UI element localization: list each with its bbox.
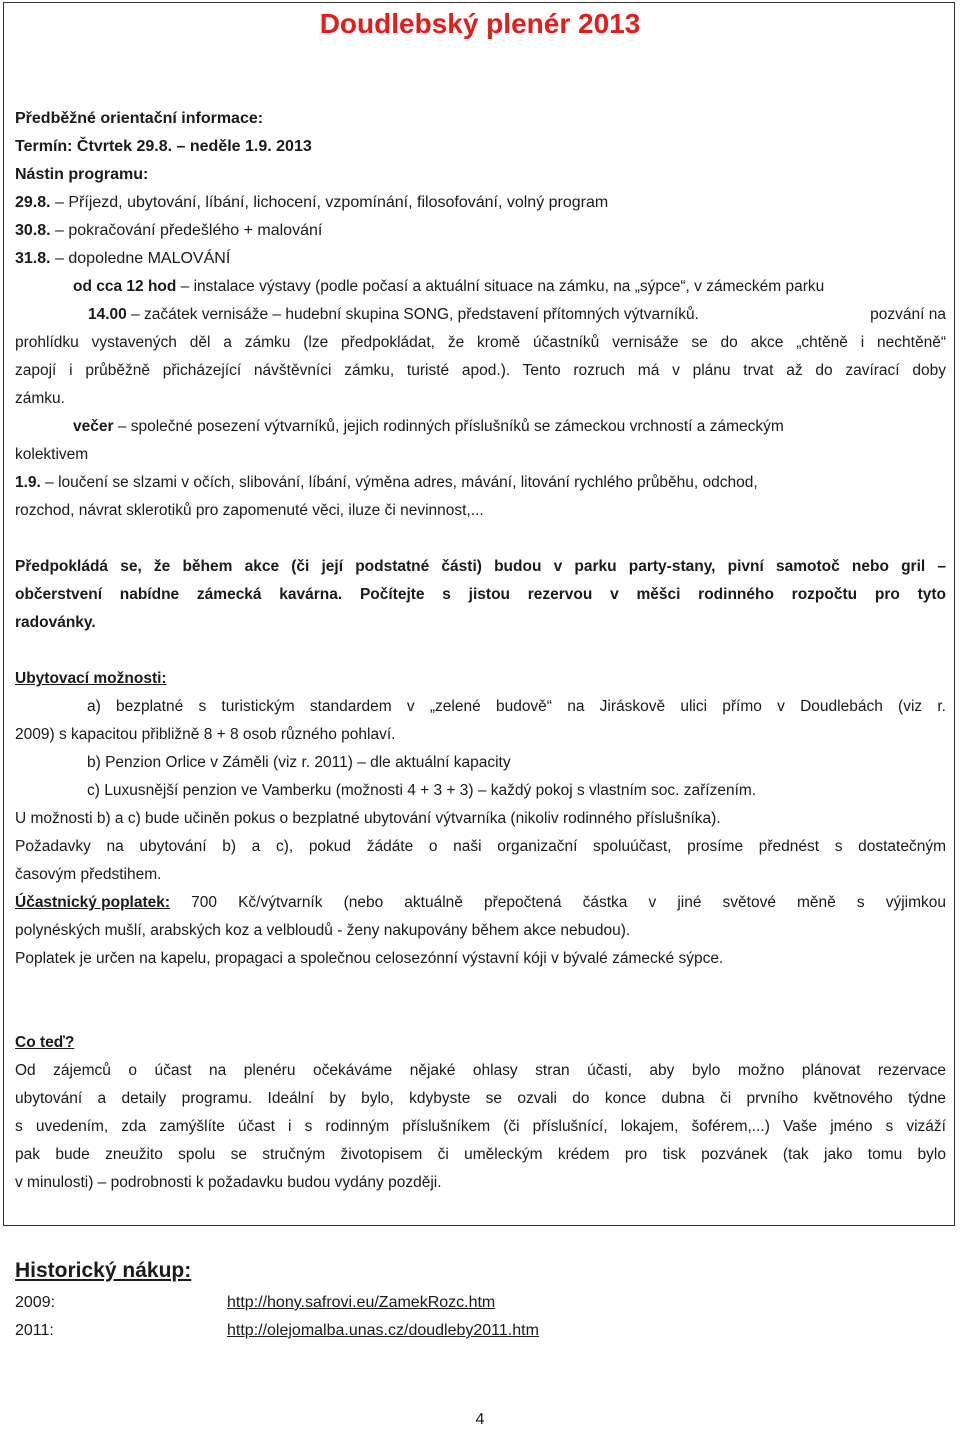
- accommodation-a-line-2: 2009) s kapacitou přibližně 8 + 8 osob různého pohlaví.: [15, 726, 396, 743]
- notice-line-3: radovánky.: [15, 614, 96, 631]
- whatnext-line-2: ubytování a detaily programu. Ideální by bylo, kdybyste se ozvali do konce dubna či prvního květnového týdne: [15, 1090, 946, 1107]
- vernissage-time: 14.00: [88, 306, 127, 323]
- whatnext-line-5: v minulosti) – podrobnosti k požadavku budou vydány později.: [15, 1174, 442, 1191]
- program-day-29: [15, 192, 608, 214]
- accommodation-b: b) Penzion Orlice v Záměli (viz r. 2011) – dle aktuální kapacity: [87, 754, 511, 771]
- evening-label: večer: [73, 418, 114, 435]
- accommodation-a-line-1: a) bezplatné s turistickým standardem v „zelené budově“ na Jiráskově ulici přímo v Doudlebách (viz r.: [87, 698, 946, 715]
- notice-line-1: Předpokládá se, že během akce (či její podstatné části) budou v parku party-stany, pivní samotoč nebo gril –: [15, 558, 946, 575]
- accommodation-note-2-line-1: Požadavky na ubytování b) a c), pokud žádáte o naši organizační spoluúčast, prosíme přednést s dostatečným: [15, 838, 946, 855]
- info-heading: Předběžné orientační informace:: [15, 110, 264, 127]
- vernissage-text: – začátek vernisáže – hudební skupina SONG, představení přítomných výtvarníků.: [126, 306, 699, 323]
- history-link-2009[interactable]: http://hony.safrovi.eu/ZamekRozc.htm: [227, 1294, 496, 1311]
- whatnext-heading: Co teď?: [15, 1034, 75, 1051]
- evening-text: – společné posezení výtvarníků, jejich rodinných příslušníků se zámeckou vrchností a zámeckým: [113, 418, 784, 435]
- history-year-2009: 2009:: [15, 1294, 56, 1311]
- day-29-text: – Příjezd, ubytování, líbání, lichocení, vzpomínání, filosofování, volný program: [50, 194, 609, 211]
- whatnext-line-1: Od zájemců o účast na plenéru očekáváme nějaké ohlasy stran účasti, aby bylo možno plánovat rezervace: [15, 1062, 946, 1079]
- history-heading: Historický nákup:: [15, 1259, 192, 1282]
- notice-line-2: občerstvení nabídne zámecká kavárna. Počítejte s jistou rezervou v měšci rodinného rozpočtu pro tyto: [15, 586, 946, 603]
- vernissage-line: [88, 304, 946, 326]
- program-day-31-install: [73, 276, 824, 298]
- day-30-text: – pokračování předešlého + malování: [50, 222, 323, 239]
- day-31-text: – dopoledne MALOVÁNÍ: [50, 250, 231, 267]
- install-time: od cca 12 hod: [73, 278, 177, 295]
- program-day-30: [15, 220, 322, 242]
- accommodation-heading: Ubytovací možnosti:: [15, 670, 167, 687]
- program-day-1: [15, 472, 758, 494]
- program-day-31: [15, 248, 230, 270]
- history-year-2011: 2011:: [15, 1322, 54, 1339]
- vernissage-tail: pozvání na: [870, 306, 946, 323]
- invite-line-4: zámku.: [15, 390, 65, 407]
- day-30-date: 30.8.: [15, 222, 51, 239]
- evening-line: [73, 416, 946, 438]
- day-1-date: 1.9.: [15, 474, 41, 491]
- term-line: Termín: Čtvrtek 29.8. – neděle 1.9. 2013: [15, 138, 312, 155]
- whatnext-line-3: s uvedením, zda zamýšlíte účast i s rodinným příslušníkem (či příslušnící, lokajem, šoférem,...) Vaše jméno s vizáží: [15, 1118, 946, 1135]
- evening-line-2: kolektivem: [15, 446, 89, 463]
- install-text: – instalace výstavy (podle počasí a aktuální situace na zámku, na „sýpce“, v zámeckém parku: [176, 278, 825, 295]
- accommodation-c: c) Luxusnější penzion ve Vamberku (možnosti 4 + 3 + 3) – každý pokoj s vlastním soc. zařízením.: [87, 782, 757, 799]
- day-31-date: 31.8.: [15, 250, 51, 267]
- day-1-text: – loučení se slzami v očích, slibování, líbání, výměna adres, mávání, litování rychlého průběhu, odchod,: [40, 474, 758, 491]
- program-heading: Nástin programu:: [15, 166, 149, 183]
- page-number: 4: [475, 1411, 485, 1428]
- history-link-2011[interactable]: http://olejomalba.unas.cz/doudleby2011.htm: [227, 1322, 539, 1339]
- fee-line-2: polynéských mušlí, arabských koz a velbloudů - ženy nakupovány během akce nebudou).: [15, 922, 631, 939]
- whatnext-line-4: pak bude zneužito spolu se stručným životopisem či uměleckým krédem pro tisk pozvánek (tak jako tomu bylo: [15, 1146, 946, 1163]
- fee-line-1: [15, 892, 946, 914]
- day-29-date: 29.8.: [15, 194, 51, 211]
- page-title: Doudlebský plenér 2013: [319, 8, 641, 39]
- program-day-1-line-2: rozchod, návrat sklerotiků pro zapomenuté věci, iluze či nevinnost,...: [15, 502, 484, 519]
- invite-line-2: prohlídku vystavených děl a zámku (lze předpokládat, že kromě účastníků vernisáže se do akce „chtěně i nechtěně“: [15, 334, 946, 351]
- accommodation-note-2-line-2: časovým předstihem.: [15, 866, 162, 883]
- fee-label: Účastnický poplatek:: [15, 894, 171, 911]
- accommodation-note-1: U možnosti b) a c) bude učiněn pokus o bezplatné ubytování výtvarníka (nikoliv rodinného příslušníka).: [15, 810, 721, 827]
- fee-text: 700 Kč/výtvarník (nebo aktuálně přepočtená částka v jiné světové měně s výjimkou: [170, 894, 946, 911]
- fee-line-3: Poplatek je určen na kapelu, propagaci a společnou celosezónní výstavní kóji v bývalé zámecké sýpce.: [15, 950, 724, 967]
- invite-line-3: zapojí i průběžně přicházející návštěvníci zámku, turisté apod.). Tento rozruch má v plánu trvat až do zavírací doby: [15, 362, 946, 379]
